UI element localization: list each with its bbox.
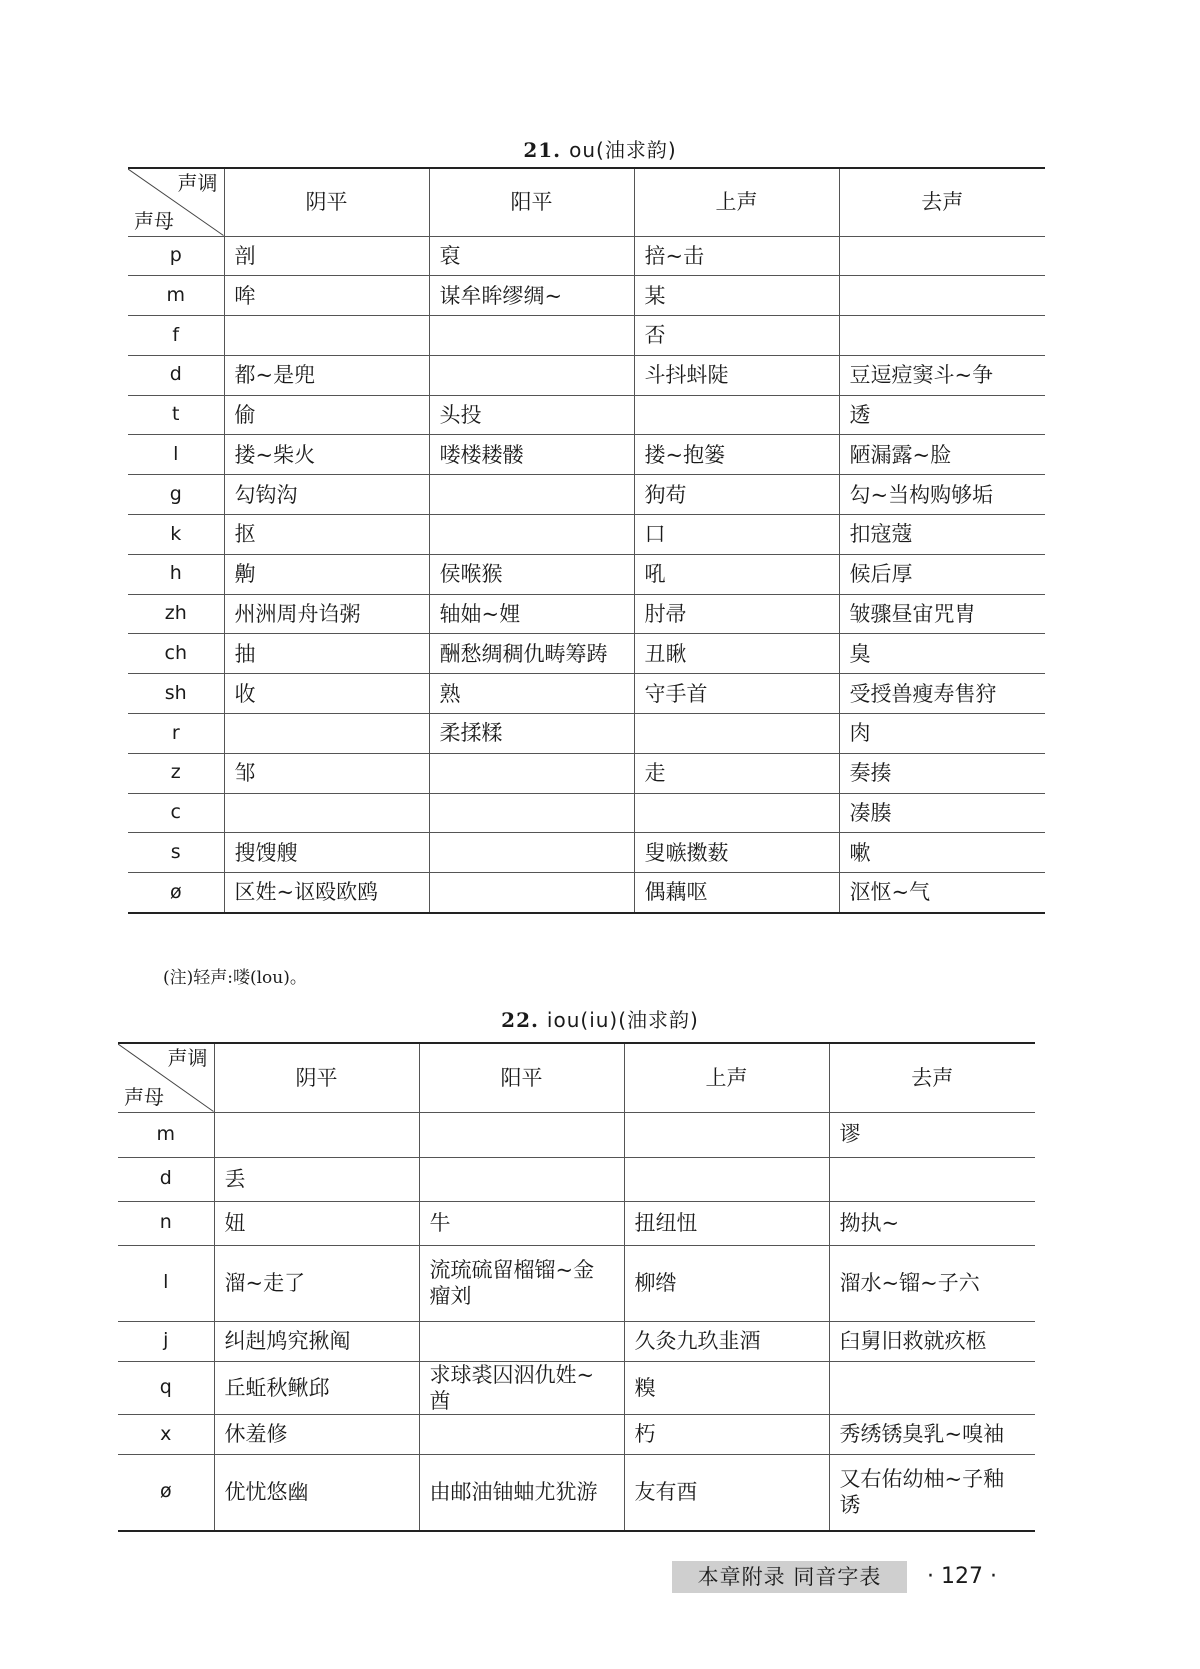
table-row bbox=[118, 1361, 1035, 1415]
table-cell: 偷 bbox=[224, 395, 429, 435]
table-cell: 搜馊艘 bbox=[224, 833, 429, 873]
table-cell: 喽楼耧髅 bbox=[429, 435, 634, 475]
table-row bbox=[128, 276, 1045, 316]
table-cell: 某 bbox=[634, 276, 839, 316]
initial-cell: p bbox=[128, 236, 224, 276]
table-cell bbox=[429, 475, 634, 515]
table-cell bbox=[419, 1321, 624, 1361]
initial-cell: x bbox=[118, 1415, 214, 1455]
table-cell: 侯喉猴 bbox=[429, 554, 634, 594]
table-cell: 纠赳鸠究揪阄 bbox=[214, 1321, 419, 1361]
table-cell bbox=[224, 793, 429, 833]
table-cell: 沤怄~气 bbox=[839, 873, 1045, 913]
table-cell bbox=[634, 395, 839, 435]
header-shangsheng: 上声 bbox=[634, 168, 839, 236]
corner-cell bbox=[118, 1043, 214, 1112]
table-cell: 臼舅旧救就疚柩 bbox=[829, 1321, 1035, 1361]
table-row bbox=[128, 873, 1045, 913]
table-cell: 勾~当构购够垢 bbox=[839, 475, 1045, 515]
table-cell: 勾钩沟 bbox=[224, 475, 429, 515]
table-cell bbox=[419, 1112, 624, 1157]
initial-label: 声母 bbox=[134, 208, 174, 233]
table-cell: 熟 bbox=[429, 674, 634, 714]
table-cell: 走 bbox=[634, 753, 839, 793]
table-cell: 溜水~镏~子六 bbox=[829, 1245, 1035, 1321]
table-row bbox=[118, 1455, 1035, 1531]
table-cell bbox=[839, 316, 1045, 356]
initial-cell: sh bbox=[128, 674, 224, 714]
table-21-title-number: 21. bbox=[523, 138, 562, 162]
table-cell: 嗽 bbox=[839, 833, 1045, 873]
table-cell: 狗苟 bbox=[634, 475, 839, 515]
table-cell: 肉 bbox=[839, 714, 1045, 754]
table-cell: 收 bbox=[224, 674, 429, 714]
table-cell: 陋漏露~脸 bbox=[839, 435, 1045, 475]
table-row bbox=[128, 753, 1045, 793]
table-row bbox=[118, 1245, 1035, 1321]
table-row bbox=[128, 793, 1045, 833]
header-row bbox=[118, 1043, 1035, 1112]
tone-label: 声调 bbox=[167, 1046, 208, 1070]
table-cell bbox=[429, 753, 634, 793]
table-cell: 友有酉 bbox=[624, 1455, 829, 1531]
table-cell: 守手首 bbox=[634, 674, 839, 714]
table-cell: 由邮油铀蚰尤犹游 bbox=[419, 1455, 624, 1531]
table-row bbox=[128, 634, 1045, 674]
table-22 bbox=[118, 1042, 1035, 1532]
table-cell: 糗 bbox=[624, 1361, 829, 1415]
initial-cell: f bbox=[128, 316, 224, 356]
table-cell: 久灸九玖韭酒 bbox=[624, 1321, 829, 1361]
table-cell: 丑瞅 bbox=[634, 634, 839, 674]
table-cell: 轴妯~娌 bbox=[429, 594, 634, 634]
table-cell: 柳绺 bbox=[624, 1245, 829, 1321]
table-cell: 候后厚 bbox=[839, 554, 1045, 594]
table-cell bbox=[634, 714, 839, 754]
header-row bbox=[128, 168, 1045, 236]
table-row bbox=[128, 714, 1045, 754]
table-cell bbox=[624, 1157, 829, 1201]
section-footer-label: 本章附录 同音字表 bbox=[672, 1561, 907, 1593]
initial-cell: d bbox=[128, 355, 224, 395]
table-cell: 柔揉糅 bbox=[429, 714, 634, 754]
table-cell bbox=[429, 793, 634, 833]
table-cell: 叟嗾擞薮 bbox=[634, 833, 839, 873]
table-cell bbox=[429, 873, 634, 913]
table-22-title-number: 22. bbox=[501, 1008, 539, 1032]
table-cell: 抠 bbox=[224, 515, 429, 555]
table-cell: 哞 bbox=[224, 276, 429, 316]
table-cell: 酬愁绸稠仇畴筹踌 bbox=[429, 634, 634, 674]
initial-cell: ø bbox=[128, 873, 224, 913]
initial-cell: ch bbox=[128, 634, 224, 674]
initial-cell: c bbox=[128, 793, 224, 833]
table-cell: 拗执~ bbox=[829, 1201, 1035, 1245]
initial-cell: j bbox=[118, 1321, 214, 1361]
table-21-title bbox=[0, 134, 1200, 163]
table-cell bbox=[429, 515, 634, 555]
initial-cell: g bbox=[128, 475, 224, 515]
table-22-title bbox=[0, 1004, 1200, 1033]
table-row bbox=[128, 355, 1045, 395]
table-cell: 溜~走了 bbox=[214, 1245, 419, 1321]
header-yangping: 阳平 bbox=[419, 1043, 624, 1112]
table-cell: 搂~抱篓 bbox=[634, 435, 839, 475]
initial-cell: zh bbox=[128, 594, 224, 634]
table-cell: 妞 bbox=[214, 1201, 419, 1245]
table-cell: 朽 bbox=[624, 1415, 829, 1455]
header-yinping: 阴平 bbox=[224, 168, 429, 236]
table-cell bbox=[829, 1361, 1035, 1415]
table-cell: 奏揍 bbox=[839, 753, 1045, 793]
table-cell: 都~是兜 bbox=[224, 355, 429, 395]
initial-cell: k bbox=[128, 515, 224, 555]
table-row bbox=[128, 594, 1045, 634]
table-cell: 吼 bbox=[634, 554, 839, 594]
table-21 bbox=[128, 167, 1045, 914]
initial-label: 声母 bbox=[124, 1084, 164, 1109]
initial-cell: t bbox=[128, 395, 224, 435]
initial-cell: l bbox=[128, 435, 224, 475]
header-yangping: 阳平 bbox=[429, 168, 634, 236]
initial-cell: q bbox=[118, 1361, 214, 1415]
table-cell: 裒 bbox=[429, 236, 634, 276]
table-cell: 偶藕呕 bbox=[634, 873, 839, 913]
table-cell: 透 bbox=[839, 395, 1045, 435]
table-cell bbox=[839, 236, 1045, 276]
table-cell: 丘蚯秋鳅邱 bbox=[214, 1361, 419, 1415]
initial-cell: s bbox=[128, 833, 224, 873]
table-cell: 否 bbox=[634, 316, 839, 356]
table-cell: 抽 bbox=[224, 634, 429, 674]
table-cell: 扣寇蔻 bbox=[839, 515, 1045, 555]
table-cell bbox=[214, 1112, 419, 1157]
header-shangsheng: 上声 bbox=[624, 1043, 829, 1112]
table-cell: 秀绣锈臭乳~嗅袖 bbox=[829, 1415, 1035, 1455]
table-cell: 州洲周舟诌粥 bbox=[224, 594, 429, 634]
table-cell bbox=[829, 1157, 1035, 1201]
table-cell: 优忧悠幽 bbox=[214, 1455, 419, 1531]
initial-cell: m bbox=[128, 276, 224, 316]
initial-cell: l bbox=[118, 1245, 214, 1321]
table-cell: 搂~柴火 bbox=[224, 435, 429, 475]
table-cell: 丢 bbox=[214, 1157, 419, 1201]
table-cell: 口 bbox=[634, 515, 839, 555]
tone-label: 声调 bbox=[177, 171, 218, 195]
table-cell: 扭纽忸 bbox=[624, 1201, 829, 1245]
table-row bbox=[128, 236, 1045, 276]
table-row bbox=[118, 1157, 1035, 1201]
table-21-note: (注)轻声:喽(lou)。 bbox=[163, 968, 307, 988]
table-cell bbox=[224, 714, 429, 754]
table-row bbox=[118, 1415, 1035, 1455]
table-cell bbox=[634, 793, 839, 833]
table-cell: 求球裘囚泅仇姓~酋 bbox=[419, 1361, 624, 1415]
initial-cell: r bbox=[128, 714, 224, 754]
header-yinping: 阴平 bbox=[214, 1043, 419, 1112]
table-cell: 区姓~讴殴欧鸥 bbox=[224, 873, 429, 913]
table-cell: 皱骤昼宙咒胄 bbox=[839, 594, 1045, 634]
table-cell: 头投 bbox=[429, 395, 634, 435]
table-cell bbox=[419, 1157, 624, 1201]
table-row bbox=[118, 1201, 1035, 1245]
table-row bbox=[128, 554, 1045, 594]
initial-cell: h bbox=[128, 554, 224, 594]
table-cell: 豆逗痘窦斗~争 bbox=[839, 355, 1045, 395]
table-cell: 齁 bbox=[224, 554, 429, 594]
page-number: · 127 · bbox=[927, 1564, 997, 1589]
initial-cell: n bbox=[118, 1201, 214, 1245]
table-cell: 凑腠 bbox=[839, 793, 1045, 833]
header-qusheng: 去声 bbox=[829, 1043, 1035, 1112]
table-22-title-text: iou(iu)(油求韵) bbox=[546, 1008, 699, 1032]
table-21-title-text: ou(油求韵) bbox=[569, 138, 677, 162]
table-row bbox=[118, 1321, 1035, 1361]
initial-cell: ø bbox=[118, 1455, 214, 1531]
table-cell: 剖 bbox=[224, 236, 429, 276]
table-cell: 谋牟眸缪绸~ bbox=[429, 276, 634, 316]
table-row bbox=[118, 1112, 1035, 1157]
table-row bbox=[128, 475, 1045, 515]
table-cell: 休羞修 bbox=[214, 1415, 419, 1455]
table-cell: 谬 bbox=[829, 1112, 1035, 1157]
table-cell: 掊~击 bbox=[634, 236, 839, 276]
initial-cell: d bbox=[118, 1157, 214, 1201]
table-cell bbox=[429, 833, 634, 873]
corner-cell bbox=[128, 168, 224, 236]
table-cell bbox=[839, 276, 1045, 316]
table-cell: 邹 bbox=[224, 753, 429, 793]
table-cell: 牛 bbox=[419, 1201, 624, 1245]
table-row bbox=[128, 674, 1045, 714]
table-row bbox=[128, 435, 1045, 475]
table-cell bbox=[624, 1112, 829, 1157]
table-cell: 流琉硫留榴镏~金瘤刘 bbox=[419, 1245, 624, 1321]
table-cell bbox=[224, 316, 429, 356]
table-cell bbox=[419, 1415, 624, 1455]
header-qusheng: 去声 bbox=[839, 168, 1045, 236]
initial-cell: z bbox=[128, 753, 224, 793]
table-cell: 又右佑幼柚~子釉诱 bbox=[829, 1455, 1035, 1531]
table-cell: 受授兽瘦寿售狩 bbox=[839, 674, 1045, 714]
table-row bbox=[128, 395, 1045, 435]
table-cell: 臭 bbox=[839, 634, 1045, 674]
table-cell bbox=[429, 316, 634, 356]
initial-cell: m bbox=[118, 1112, 214, 1157]
table-cell: 肘帚 bbox=[634, 594, 839, 634]
table-cell: 斗抖蚪陡 bbox=[634, 355, 839, 395]
table-row bbox=[128, 515, 1045, 555]
table-row bbox=[128, 833, 1045, 873]
table-cell bbox=[429, 355, 634, 395]
table-row bbox=[128, 316, 1045, 356]
